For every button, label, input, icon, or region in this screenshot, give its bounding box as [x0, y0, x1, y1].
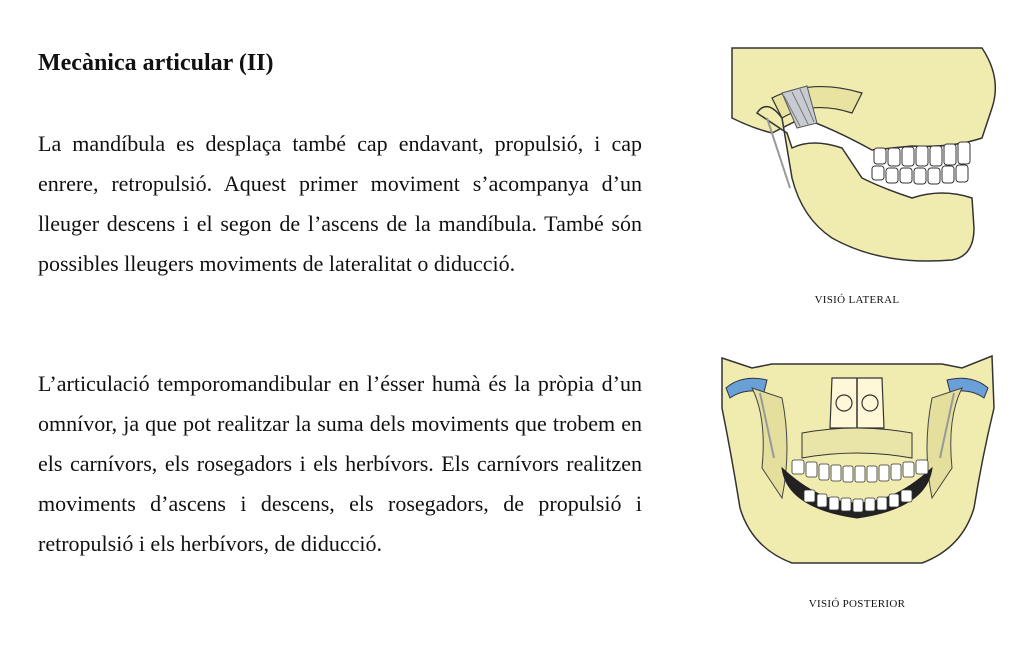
paragraph-propulsion: La mandíbula es desplaça també cap endavant, propulsió, i cap enrere, retropulsió. Aquest primer moviment s’acompanya d’un lleuger descens i el segon de l’ascens de la mandíbula. També són possibles lleugers moviments de lateralitat o diducció. — [38, 131, 642, 276]
caption-lateral-view: VISIÓ LATERAL — [814, 294, 900, 306]
skull-lateral-illustration — [712, 38, 1002, 278]
caption-posterior-view: VISIÓ POSTERIOR — [808, 598, 906, 610]
page-title: Mecànica articular (II) — [38, 50, 274, 76]
paragraph-omnivore: L’articulació temporomandibular en l’ésser humà és la pròpia d’un omnívor, ja que pot realitzar la suma dels moviments que trobem en els carnívors, els rosegadors i els herbívors. Els carnívors realitzen moviments d’ascens i descens, els rosegadors, de propulsió i retropulsió i els herbívors, de diducció. — [38, 371, 642, 556]
skull-posterior-illustration — [712, 348, 1002, 576]
